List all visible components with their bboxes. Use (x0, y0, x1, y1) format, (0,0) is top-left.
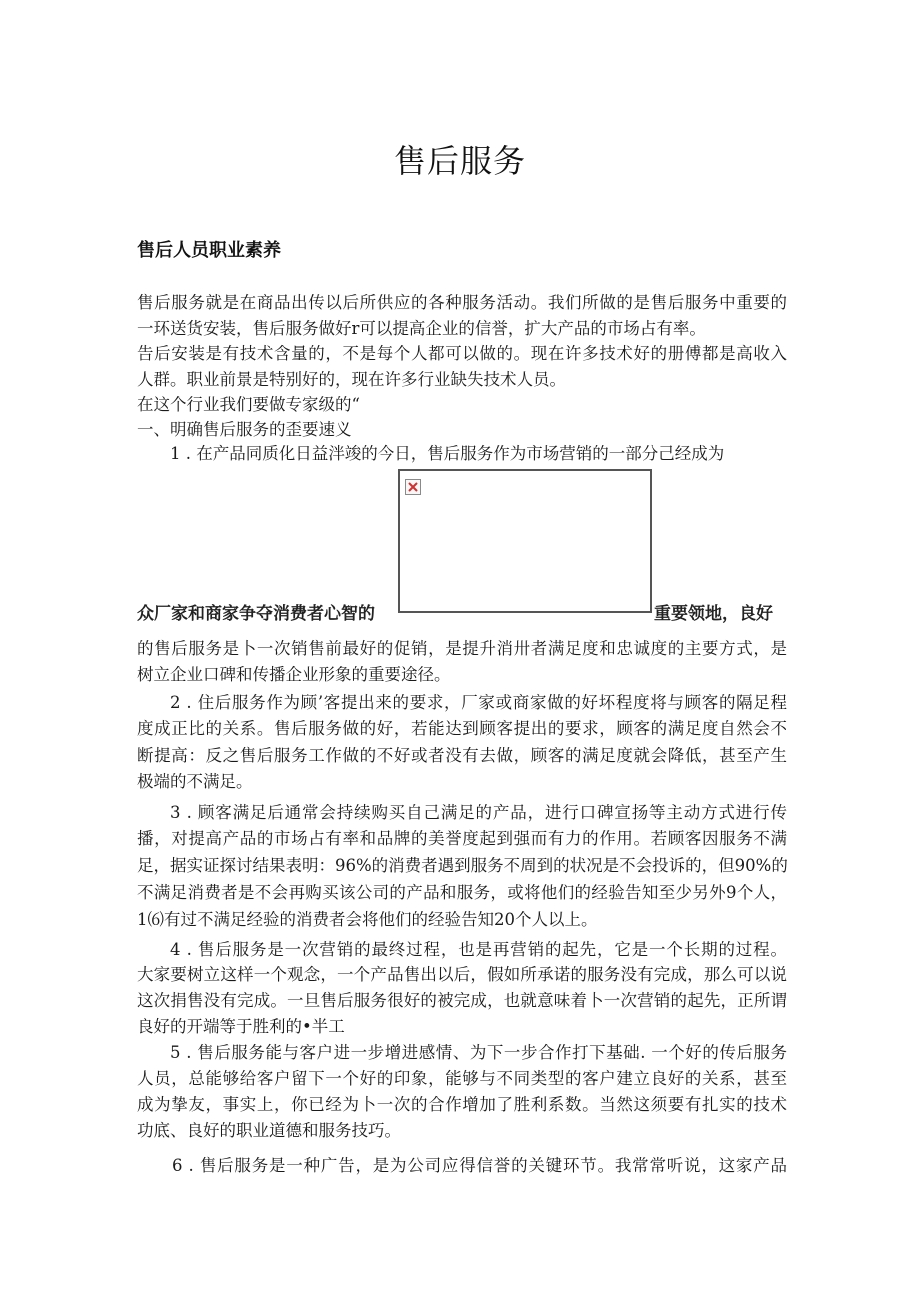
broken-image-icon (405, 479, 421, 495)
paragraph-line: 售后服务就是在商品出传以后所供应的各种服务活动。我们所做的是售后服务中重要的 (137, 293, 787, 312)
image-adjacent-text-left: 众厂家和商家争夺消费者心智的 (137, 604, 375, 624)
paragraph-line: 播，对提高产品的市场占有率和品牌的美誉度起到强而有力的作用。若顾客因服务不满 (137, 829, 787, 848)
list-item: 4 . 售后服务是一次营销的最终过程，也是再营销的起先，它是一个长期的过程。 (170, 940, 787, 959)
paragraph-line: 树立企业口碑和传播企业形象的重要途径。 (137, 665, 451, 684)
image-adjacent-text-right: 重要领地，良好 (654, 604, 773, 624)
paragraph-line: 这次捐售没有完成。一旦售后服务很好的被完成，也就意味着卜一次营销的起先，正所谓 (137, 991, 787, 1010)
list-item: 3 . 顾客满足后通常会持续购买自己满足的产品，进行口碑宣扬等主动方式进行传 (170, 803, 787, 822)
paragraph-line: 足，据实证探讨结果表明：96%的消费者遇到服务不周到的状况是不会投诉的，但90%的 (137, 856, 788, 875)
paragraph-line: 人员，总能够给客户留下一个好的印象，能够与不同类型的客户建立良好的关系，甚至 (137, 1069, 787, 1088)
paragraph-line: 1⑹有过不满足经验的消费者会将他们的经验告知20个人以上。 (137, 910, 598, 929)
paragraph-line: 在这个行业我们要做专家级的“ (137, 395, 360, 414)
paragraph-line: 告后安装是有技术含量的，不是每个人都可以做的。现在许多技术好的册傅都是高收入 (137, 344, 787, 363)
paragraph-line: 不满足消费者是不会再购买该公司的产品和服务，或将他们的经验告知至少另外9个人， (137, 883, 787, 902)
page-title: 售后服务 (393, 142, 526, 180)
list-item: 2 . 住后服务作为顾’客提出来的要求，厂家或商家做的好坏程度将与顾客的隔足程 (170, 693, 787, 712)
paragraph-line: 一、明确售后服务的歪要速义 (137, 420, 352, 439)
section-heading: 售后人员职业素养 (137, 240, 281, 261)
paragraph-line: 良好的开端等于胜利的•半工 (137, 1017, 345, 1036)
paragraph-line: 成为挚友，事实上，你已经为卜一次的合作增加了胜利系数。当然这须要有扎实的技术 (137, 1095, 787, 1114)
paragraph-line: 功底、良好的职业道德和服务技巧。 (137, 1121, 401, 1140)
paragraph-line: 的售后服务是卜一次销售前最好的促销，是提升消卅者满足度和忠诚度的主要方式，是 (137, 639, 787, 658)
list-item: 1 . 在产品同质化日益泮竣的今日，售后服务作为市场营销的一部分己经成为 (170, 444, 725, 463)
paragraph-line: 大家要树立这样一个观念，一个产品售出以后，假如所承诺的服务没有完成，那么可以说 (137, 965, 787, 984)
paragraph-line: 度成正比的关系。售后服务做的好，若能达到顾客提出的要求，顾客的满足度自然会不 (137, 719, 787, 738)
paragraph-line: 极端的不满足。 (137, 772, 253, 791)
paragraph-line: 一环送货安装，售后服务做好r可以提高企业的信誉，扩大产品的市场占有率。 (137, 319, 706, 338)
embedded-image-placeholder (398, 469, 652, 613)
paragraph-line: 断提高：反之售后服务工作做的不好或者没有去做，顾客的满足度就会降低，甚至产生 (137, 746, 787, 765)
list-item: 6 . 售后服务是一种广告，是为公司应得信誉的关键环节。我常常听说，这家产品 (172, 1156, 787, 1175)
list-item: 5 . 售后服务能与客户进一步增进感情、为下一步合作打下基础. 一个好的传后服务 (170, 1043, 787, 1062)
paragraph-line: 人群。职业前景是特别好的，现在许多行业缺失技术人员。 (137, 370, 566, 389)
